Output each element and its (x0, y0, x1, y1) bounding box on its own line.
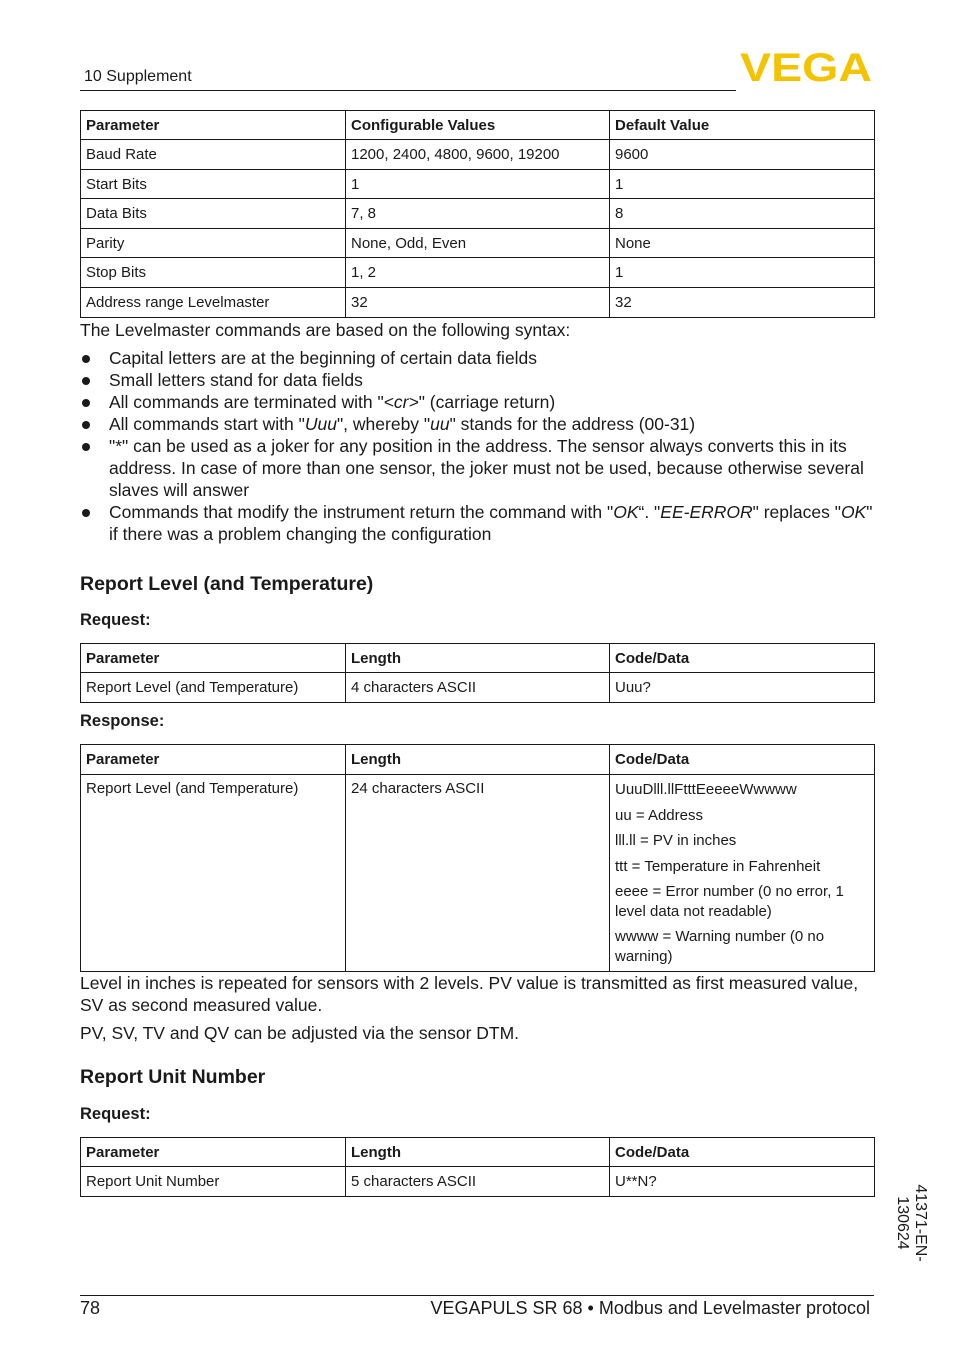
header-cell: Parameter (81, 745, 346, 775)
report-level-response-table (80, 744, 875, 972)
table-cell: Parity (81, 229, 346, 258)
table-row (81, 199, 875, 229)
code-data-cell (610, 775, 875, 972)
table-cell: Stop Bits (81, 258, 346, 288)
bullet-icon (82, 377, 90, 385)
report-level-request-table (80, 643, 875, 703)
emphasis-text: OK (613, 502, 639, 522)
table-cell: 1 (610, 170, 875, 199)
footer-divider (80, 1295, 874, 1296)
emphasis-text: EE-ERROR (660, 502, 753, 522)
list-item-text: Capital letters are at the beginning of certain data fields (109, 348, 538, 368)
header-cell: Length (346, 745, 610, 775)
table-cell: 1 (610, 258, 875, 288)
syntax-rules-list (80, 347, 874, 545)
table-cell: 4 characters ASCII (346, 673, 610, 703)
bullet-icon (82, 399, 90, 407)
header-cell: Default Value (610, 111, 875, 140)
text-part: " stands for the address (00-31) (449, 414, 696, 434)
text-part: All commands start with " (109, 414, 305, 434)
header-cell: Code/Data (610, 644, 875, 673)
serial-parameters-table (80, 110, 875, 318)
header-divider (80, 90, 736, 91)
bullet-icon (82, 421, 90, 429)
table-header-row (81, 111, 875, 140)
unit-number-request-table (80, 1137, 875, 1197)
table-cell: 8 (610, 199, 875, 229)
table-header-row (81, 1138, 875, 1167)
text-part: “. " (638, 502, 661, 522)
text-part: " (carriage return) (418, 392, 556, 412)
table-row (81, 170, 875, 199)
emphasis-text: OK (840, 502, 867, 522)
table-row (81, 775, 875, 972)
syntax-intro: The Levelmaster commands are based on the following syntax: (80, 320, 571, 340)
table-row (81, 288, 875, 318)
table-cell: Report Level (and Temperature) (81, 673, 346, 703)
table-cell: Start Bits (81, 170, 346, 199)
list-item-text: "*" can be used as a joker for any position in the address. The sensor always converts this in its address. In case of more than one sensor, the joker must not be used, because otherwise several slaves will answer (109, 436, 864, 500)
bullet-icon (82, 355, 90, 363)
code-field-description: uu = Address (615, 806, 703, 824)
header-cell: Configurable Values (346, 111, 610, 140)
list-item (80, 501, 874, 545)
table-header-row (81, 644, 875, 673)
table-cell: Uuu? (610, 673, 875, 703)
page-number: 78 (80, 1298, 101, 1318)
vega-logo (740, 50, 872, 84)
header-cell: Parameter (81, 1138, 346, 1167)
section-title: Report Level (and Temperature) (80, 573, 374, 595)
header-cell: Parameter (81, 111, 346, 140)
list-item (80, 435, 874, 501)
table-row (81, 673, 875, 703)
table-row (81, 140, 875, 170)
header-cell: Length (346, 1138, 610, 1167)
table-cell: None, Odd, Even (346, 229, 610, 258)
text-part: Commands that modify the instrument return the command with " (109, 502, 614, 522)
table-cell: 1200, 2400, 4800, 9600, 19200 (346, 140, 610, 170)
levels-note: Level in inches is repeated for sensors with 2 levels. PV value is transmitted as first measured value, SV as second measured value. (80, 973, 859, 1015)
header-cell: Code/Data (610, 1138, 875, 1167)
section-header: 10 Supplement (84, 68, 192, 85)
emphasis-text: uu (430, 414, 450, 434)
emphasis-text: <cr> (383, 392, 419, 412)
text-part: " replaces " (752, 502, 841, 522)
dtm-note: PV, SV, TV and QV can be adjusted via the sensor DTM. (80, 1023, 520, 1043)
code-field-description: wwww = Warning number (0 no warning) (615, 928, 825, 965)
table-cell: 1, 2 (346, 258, 610, 288)
response-label: Response: (80, 712, 165, 730)
document-code: 41371-EN-130624 (894, 1184, 929, 1262)
table-cell: Address range Levelmaster (81, 288, 346, 318)
emphasis-text: Uuu (304, 414, 337, 434)
table-cell: 32 (610, 288, 875, 318)
table-cell: 9600 (610, 140, 875, 170)
code-field-description: ttt = Temperature in Fahrenheit (615, 857, 821, 875)
table-cell: Baud Rate (81, 140, 346, 170)
bullet-icon (82, 443, 90, 451)
table-cell: 32 (346, 288, 610, 318)
text-part: ", whereby " (336, 414, 431, 434)
table-cell: 24 characters ASCII (346, 775, 610, 972)
table-row (81, 258, 875, 288)
table-cell: 7, 8 (346, 199, 610, 229)
list-item-text: Small letters stand for data fields (109, 370, 363, 390)
table-cell: U**N? (610, 1167, 875, 1197)
list-item (80, 347, 874, 369)
table-cell: None (610, 229, 875, 258)
table-cell: Report Unit Number (81, 1167, 346, 1197)
list-item (80, 369, 874, 391)
header-cell: Code/Data (610, 745, 875, 775)
header-cell: Parameter (81, 644, 346, 673)
text-part: " if there was a problem changing the configuration (109, 502, 873, 544)
request-label: Request: (80, 611, 151, 629)
vega-logo-text: VEGA (740, 50, 872, 84)
bullet-icon (82, 509, 90, 517)
text-part: All commands are terminated with " (109, 392, 384, 412)
section-title: Report Unit Number (80, 1066, 266, 1088)
table-header-row (81, 745, 875, 775)
request-label: Request: (80, 1105, 151, 1123)
table-cell: Report Level (and Temperature) (81, 775, 346, 972)
table-row (81, 229, 875, 258)
list-item (80, 413, 874, 435)
code-field-description: lll.ll = PV in inches (615, 832, 737, 849)
header-cell: Length (346, 644, 610, 673)
list-item (80, 391, 874, 413)
table-cell: Data Bits (81, 199, 346, 229)
table-cell: 5 characters ASCII (346, 1167, 610, 1197)
code-field-description: eeee = Error number (0 no error, 1 level data not readable) (615, 883, 844, 920)
table-cell: 1 (346, 170, 610, 199)
document-title: VEGAPULS SR 68 • Modbus and Levelmaster protocol (430, 1298, 870, 1318)
table-row (81, 1167, 875, 1197)
code-format-line: UuuDlll.llFtttEeeeeWwwww (615, 781, 797, 798)
